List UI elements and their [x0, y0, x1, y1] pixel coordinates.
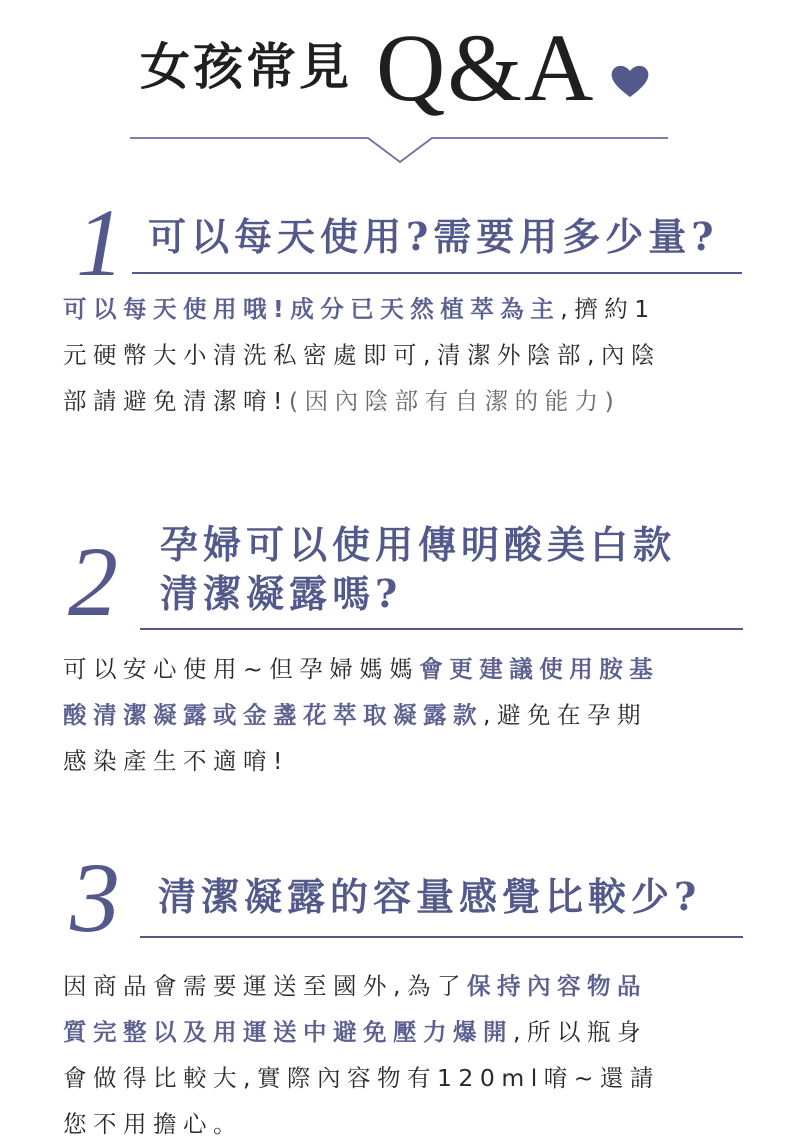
answer-line — [63, 1101, 753, 1147]
question-underline-2 — [140, 628, 743, 630]
question-number-2: 2 — [68, 526, 118, 637]
answer-highlight: 質完整以及用運送中避免壓力爆開 — [63, 1018, 513, 1046]
answer-line — [63, 378, 753, 424]
answer-text: 感染產生不適唷! — [63, 747, 289, 775]
answer-line — [63, 332, 753, 378]
answer-highlight: 酸清潔凝露或金盞花萃取凝露款 — [63, 701, 483, 729]
page-title-qa: Q&A — [376, 14, 596, 121]
answer-2 — [63, 646, 753, 784]
page-header — [0, 0, 800, 170]
answer-text: 元硬幣大小清洗私密處即可,清潔外陰部,內陰 — [63, 341, 661, 369]
question-title-1 — [148, 212, 719, 261]
answer-text: ,避免在孕期 — [483, 701, 647, 729]
answer-highlight: 會更建議使用胺基 — [419, 655, 660, 683]
question-line: 清潔凝露嗎? — [160, 571, 403, 617]
answer-3 — [63, 963, 753, 1147]
answer-line — [63, 1055, 753, 1101]
question-line: 可以每天使用?需要用多少量? — [148, 214, 719, 259]
question-line: 孕婦可以使用傳明酸美白款 — [160, 522, 677, 567]
answer-text: 因商品會需要運送至國外,為了 — [63, 972, 467, 1000]
question-title-2 — [160, 520, 676, 619]
answer-highlight: 保持內容物品 — [466, 972, 647, 1000]
header-divider — [0, 120, 800, 170]
question-underline-1 — [132, 272, 742, 274]
answer-highlight: 可以每天使用哦!成分已天然植萃為主 — [63, 295, 561, 323]
answer-line — [63, 738, 753, 784]
answer-line — [63, 646, 753, 692]
answer-text: 部請避免清潔唷! — [63, 387, 289, 415]
answer-text: ,擠約1 — [560, 295, 656, 323]
answer-line — [63, 1009, 753, 1055]
question-number-3: 3 — [70, 842, 120, 953]
heart-icon — [610, 63, 650, 99]
question-number-1: 1 — [76, 189, 124, 296]
answer-text: ,所以瓶身 — [513, 1018, 647, 1046]
question-line: 清潔凝露的容量感覺比較少? — [158, 874, 702, 919]
page-title: 女孩常見 — [140, 37, 352, 96]
answer-1 — [63, 286, 753, 424]
question-underline-3 — [140, 936, 743, 938]
answer-text: 會做得比較大,實際內容物有120ml唷~還請 — [63, 1064, 660, 1092]
answer-text: 您不用擔心。 — [63, 1110, 243, 1138]
question-title-3 — [158, 872, 701, 921]
answer-line — [63, 692, 753, 738]
answer-text: 可以安心使用~但孕婦媽媽 — [63, 655, 420, 683]
answer-line — [63, 286, 753, 332]
answer-note: (因內陰部有自潔的能力) — [288, 387, 621, 415]
answer-line — [63, 963, 753, 1009]
